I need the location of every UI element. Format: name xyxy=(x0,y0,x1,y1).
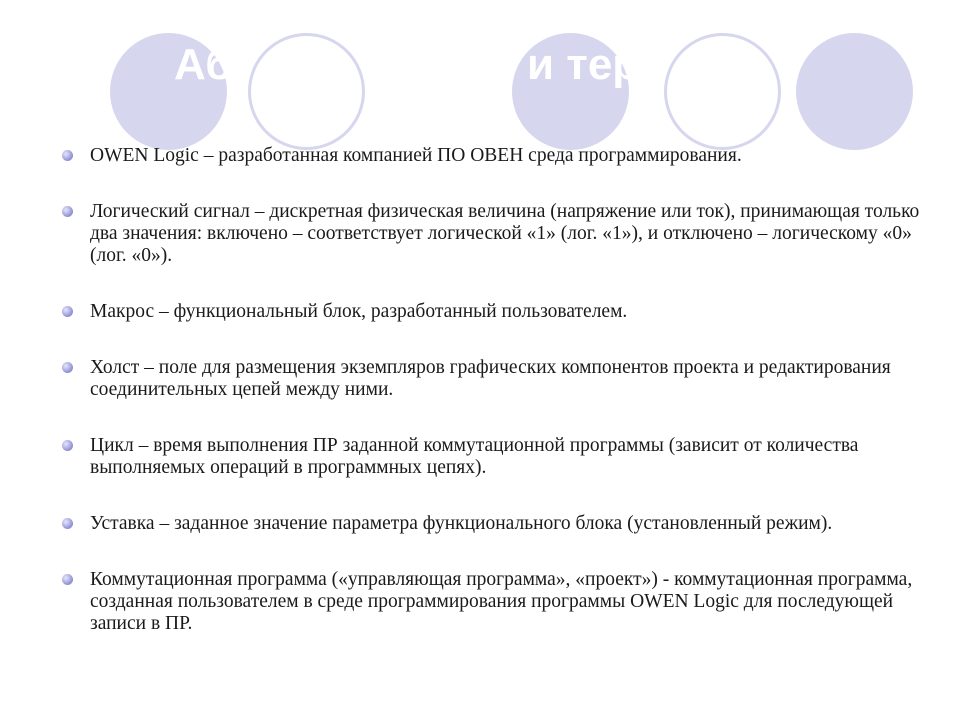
list-item xyxy=(62,357,922,401)
decor-circle-filled-1 xyxy=(110,33,227,150)
decor-circle-filled-2 xyxy=(512,33,629,150)
item-text: Коммутационная программа («управляющая программа», «проект») - коммутационная программа, созданная пользователем в среде программирования программы OWEN Logic для последующей записи в ПР. xyxy=(90,569,913,634)
decor-circle-filled-3 xyxy=(796,33,913,150)
item-text: Логический сигнал – дискретная физическая величина (напряжение или ток), принимающая только два значения: включено – соответствует логической «1» (лог. «1»), и отключено – логическому «0» (лог. «0»). xyxy=(90,201,920,266)
definitions-list-container xyxy=(62,145,922,669)
bullet-icon xyxy=(62,362,73,373)
item-text: Цикл – время выполнения ПР заданной коммутационной программы (зависит от количества выполняемых операций в программных цепях). xyxy=(90,435,859,478)
decor-circle-outline-1 xyxy=(248,33,365,150)
list-item xyxy=(62,513,922,535)
bullet-icon xyxy=(62,440,73,451)
list-item xyxy=(62,435,922,479)
title-fragment-right: и тер xyxy=(527,40,640,89)
list-item xyxy=(62,301,922,323)
list-item xyxy=(62,145,922,167)
list-item xyxy=(62,201,922,267)
decor-circle-outline-2 xyxy=(664,33,781,150)
list-item xyxy=(62,569,922,635)
bullet-icon xyxy=(62,206,73,217)
item-text: OWEN Logic – разработанная компанией ПО ОВЕН среда программирования. xyxy=(90,145,742,166)
title-fragment-left: Аб xyxy=(174,40,233,89)
definitions-list xyxy=(62,145,922,635)
item-text: Холст – поле для размещения экземпляров графических компонентов проекта и редактирования соединительных цепей между ними. xyxy=(90,357,891,400)
item-text: Уставка – заданное значение параметра функционального блока (установленный режим). xyxy=(90,513,833,534)
bullet-icon xyxy=(62,150,73,161)
item-text: Макрос – функциональный блок, разработанный пользователем. xyxy=(90,301,628,322)
bullet-icon xyxy=(62,306,73,317)
bullet-icon xyxy=(62,518,73,529)
bullet-icon xyxy=(62,574,73,585)
